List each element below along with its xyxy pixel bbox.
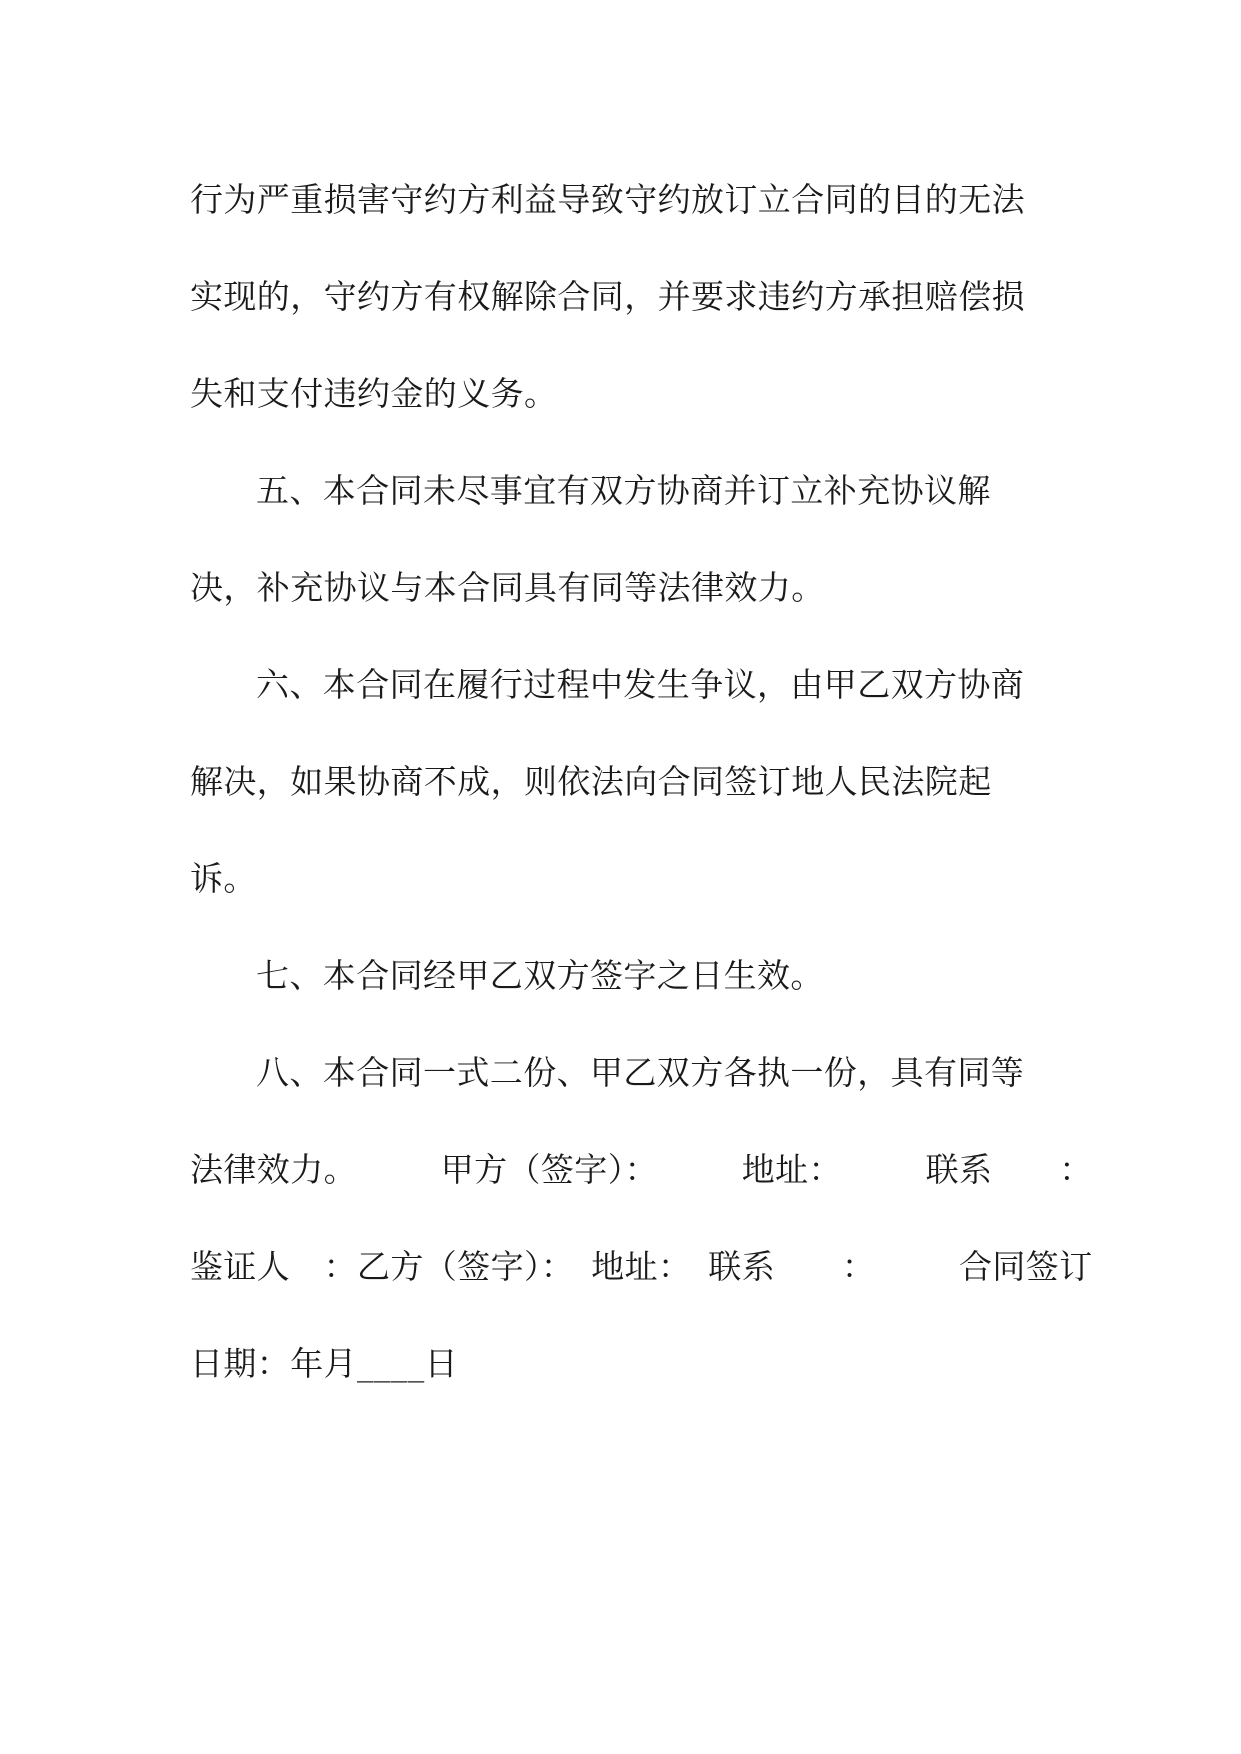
text-line: 行为严重损害守约方利益导致守约放订立合同的目的无法 — [190, 180, 1025, 219]
text-line: 解决，如果协商不成，则依法向合同签订地人民法院起 — [190, 762, 992, 801]
clause-8-line: 八、本合同一式二份、甲乙双方各执一份，具有同等 — [256, 1053, 1025, 1092]
signing-date-line: 日期：年月____日 — [190, 1344, 458, 1383]
signature-line-party-a: 法律效力。 甲方（签字）： 地址： 联系 ： — [190, 1150, 1093, 1189]
clause-6-line: 六、本合同在履行过程中发生争议，由甲乙双方协商 — [256, 665, 1025, 704]
text-line: 决，补充协议与本合同具有同等法律效力。 — [190, 568, 825, 607]
text-line: 实现的，守约方有权解除合同，并要求违约方承担赔偿损 — [190, 277, 1025, 316]
text-line: 诉。 — [190, 859, 257, 898]
signature-line-party-b: 鉴证人 ：乙方（签字）： 地址： 联系 ： 合同签订 — [190, 1247, 1093, 1286]
clause-5-line: 五、本合同未尽事宜有双方协商并订立补充协议解 — [256, 471, 991, 510]
text-line: 失和支付违约金的义务。 — [190, 374, 558, 413]
clause-7-line: 七、本合同经甲乙双方签字之日生效。 — [256, 956, 824, 995]
